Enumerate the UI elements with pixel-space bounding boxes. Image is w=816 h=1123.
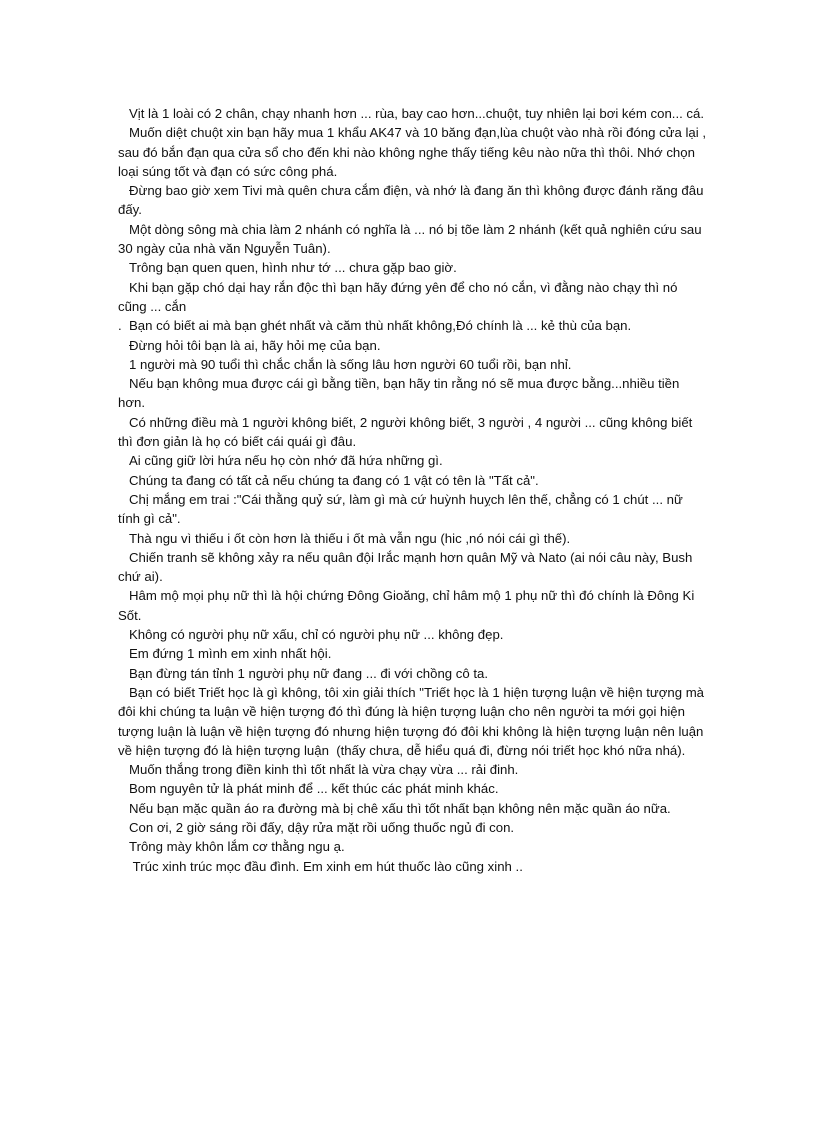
paragraph: Đừng hỏi tôi bạn là ai, hãy hỏi mẹ của bạn. [118,337,381,353]
paragraph: Chúng ta đang có tất cả nếu chúng ta đang có 1 vật có tên là "Tất cả". [118,472,539,488]
paragraph: Muốn thắng trong điền kinh thì tốt nhất là vừa chạy vừa ... rải đinh. [118,762,519,778]
paragraph: Trông mày khôn lắm cơ thằng ngu ạ. [118,839,345,855]
paragraph: Nếu bạn mặc quần áo ra đường mà bị chê xấu thì tốt nhất bạn không nên mặc quần áo nữa. [118,800,671,816]
paragraph: Bạn có biết Triết học là gì không, tôi xin giải thích "Triết học là 1 hiện tượng luận về hiện tượng mà đôi khi chúng ta luận về hiện tượng đó thì đúng là hiện tượng luận cho nên người ta mới gọi hiện tượng luận là luận về hiện tượng đó nhưng hiện tượng đó đôi khi không là hiện tượng luận nên luận về hiện tượng đó là hiện tượng luận (thấy chưa, dễ hiểu quá đi, đừng nói triết học khó nữa nhá). [118,684,708,758]
paragraph: . Bạn có biết ai mà bạn ghét nhất và căm thù nhất không,Đó chính là ... kẻ thù của bạn. [118,318,632,334]
paragraph: Vịt là 1 loài có 2 chân, chạy nhanh hơn ... rùa, bay cao hơn...chuột, tuy nhiên lại bơi kém con... cá. [118,106,705,121]
paragraph: Thà ngu vì thiếu i ốt còn hơn là thiếu i ốt mà vẫn ngu (hic ,nó nói cái gì thế). [118,530,571,546]
paragraph: Chị mắng em trai :"Cái thằng quỷ sứ, làm gì mà cứ huỳnh huỵch lên thế, chẳng có 1 chút ... nữ tính gì cả". [118,491,687,527]
paragraph: Con ơi, 2 giờ sáng rồi đấy, dậy rửa mặt rồi uống thuốc ngủ đi con. [118,819,515,835]
paragraph: Không có người phụ nữ xấu, chỉ có người phụ nữ ... không đẹp. [118,627,504,643]
paragraph: Chiến tranh sẽ không xảy ra nếu quân đội Irắc mạnh hơn quân Mỹ và Nato (ai nói câu này, Bush chứ ai). [118,549,697,585]
paragraph: Đừng bao giờ xem Tivi mà quên chưa cắm điện, và nhớ là đang ăn thì không được đánh răng đâu đấy. [118,183,708,218]
paragraph: Trông bạn quen quen, hình như tớ ... chưa gặp bao giờ. [118,260,457,276]
paragraph: Bom nguyên tử là phát minh để ... kết thúc các phát minh khác. [118,781,499,797]
paragraph: Hâm mộ mọi phụ nữ thì là hội chứng Đông Gioăng, chỉ hâm mộ 1 phụ nữ thì đó chính là Đông Ki Sốt. [118,588,698,623]
paragraph: Muốn diệt chuột xin bạn hãy mua 1 khẩu AK47 và 10 băng đạn,lùa chuột vào nhà rồi đóng cửa lại , sau đó bắn đạn qua cửa sổ cho đến khi nào không nghe thấy tiếng kêu nào nữa thì thôi. Nhớ chọn loại súng tốt và đạn có sức công phá. [118,125,710,179]
paragraph: Nếu bạn không mua được cái gì bằng tiền, bạn hãy tin rằng nó sẽ mua được bằng...nhiều tiền hơn. [118,376,684,411]
paragraph: Bạn đừng tán tỉnh 1 người phụ nữ đang ... đi với chồng cô ta. [118,665,489,681]
paragraph: Khi bạn gặp chó dại hay rắn độc thì bạn hãy đứng yên để cho nó cắn, vì đằng nào chạy thì nó cũng ... cắn [118,279,682,314]
paragraph: Em đứng 1 mình em xinh nhất hội. [118,646,332,662]
paragraph: 1 người mà 90 tuổi thì chắc chắn là sống lâu hơn người 60 tuổi rồi, bạn nhỉ. [118,356,572,372]
paragraph: Ai cũng giữ lời hứa nếu họ còn nhớ đã hứa những gì. [118,453,443,469]
paragraph: Có những điều mà 1 người không biết, 2 người không biết, 3 người , 4 người ... cũng không biết thì đơn giản là họ có biết cái quái gì đâu. [118,414,697,450]
paragraph: Một dòng sông mà chia làm 2 nhánh có nghĩa là ... nó bị tõe làm 2 nhánh (kết quả nghiên cứu sau 30 ngày của nhà văn Nguyễn Tuân). [118,221,706,257]
document-body [118,104,708,876]
paragraph: Trúc xinh trúc mọc đầu đình. Em xinh em hút thuốc lào cũng xinh .. [118,858,523,874]
